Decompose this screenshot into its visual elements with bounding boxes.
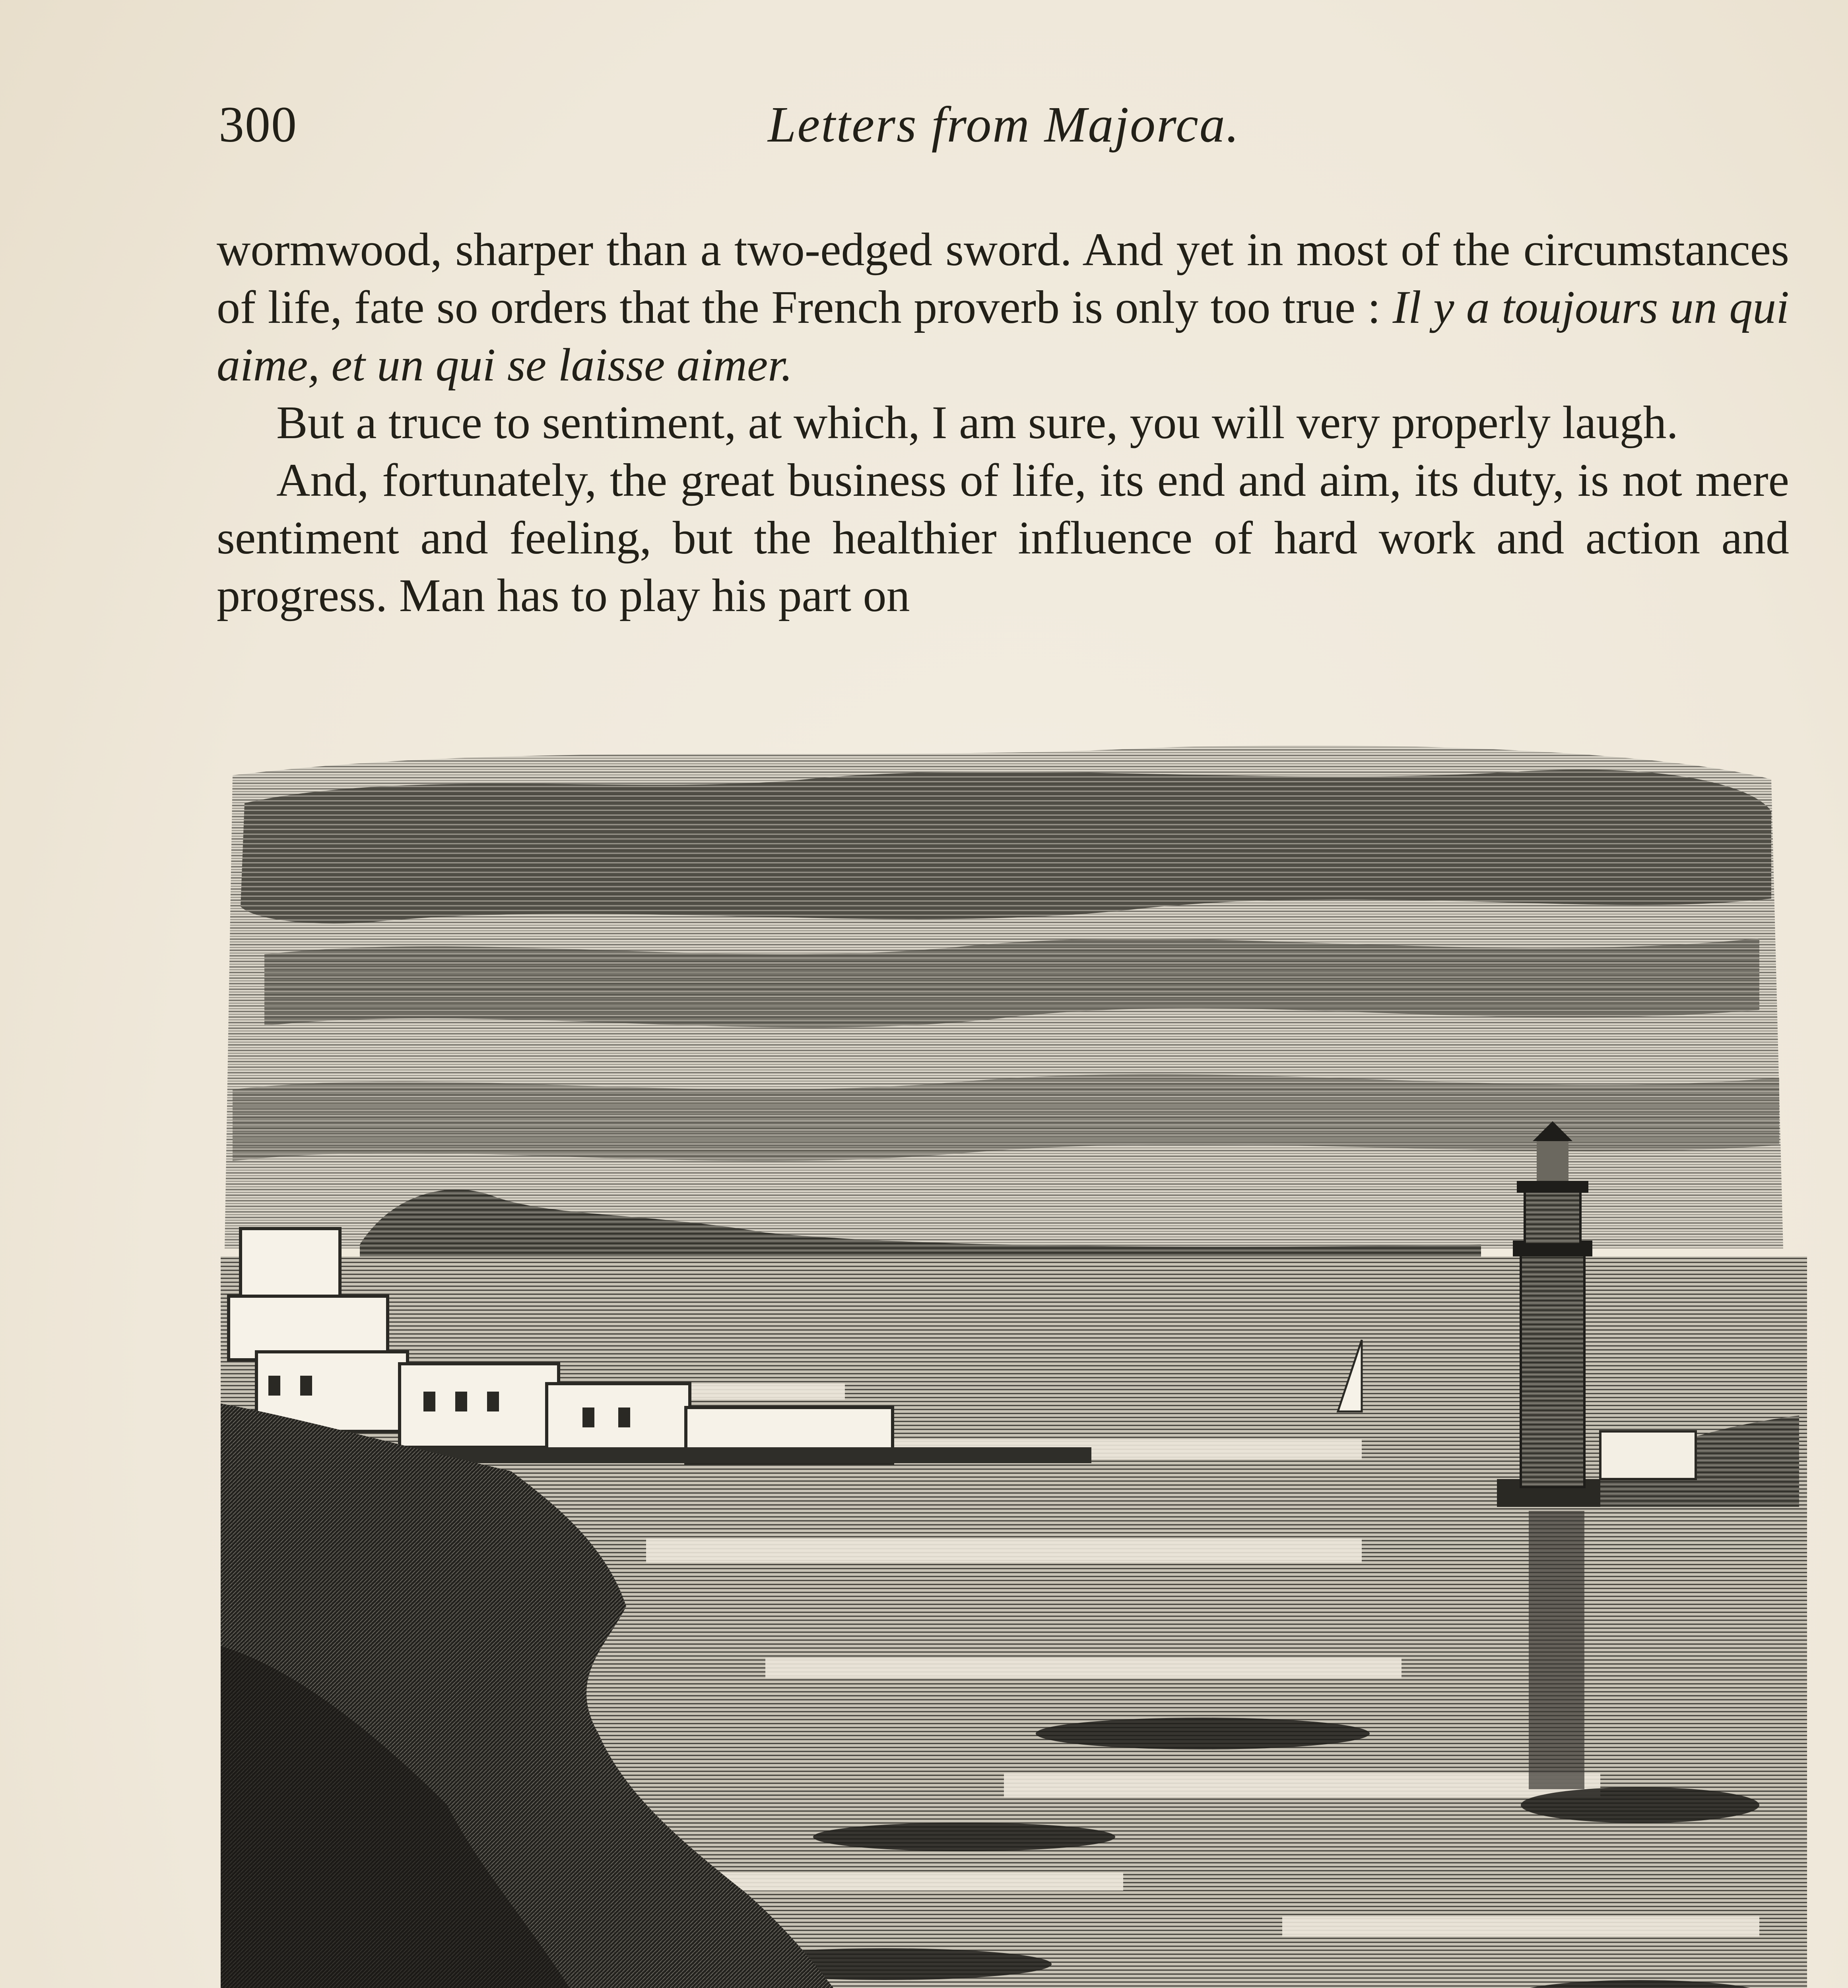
top-text-block xyxy=(217,221,1789,624)
paragraph: And, fortunately, the great business of life, its end and aim, its duty, is not mere sentiment and feeling, but the healthier influence of hard work and action and progress. Man has to play his part on xyxy=(217,454,1789,621)
paragraph-text: wormwood, sharper than a two-edged sword. And yet in most of the circumstances of life, fate so orders that the French proverb is only too true : xyxy=(217,223,1789,333)
page-number: 300 xyxy=(219,96,297,153)
page-header xyxy=(219,95,1789,159)
running-head: Letters from Majorca. xyxy=(768,96,1240,153)
engraving-porto-pi xyxy=(209,732,1807,1988)
french-proverb: Il y a toujours un qui aime, et un qui se laisse aimer. xyxy=(217,281,1789,391)
paragraph: But a truce to sentiment, at which, I am sure, you will very properly laugh. xyxy=(276,396,1678,448)
paragraph-continued xyxy=(217,221,1789,394)
